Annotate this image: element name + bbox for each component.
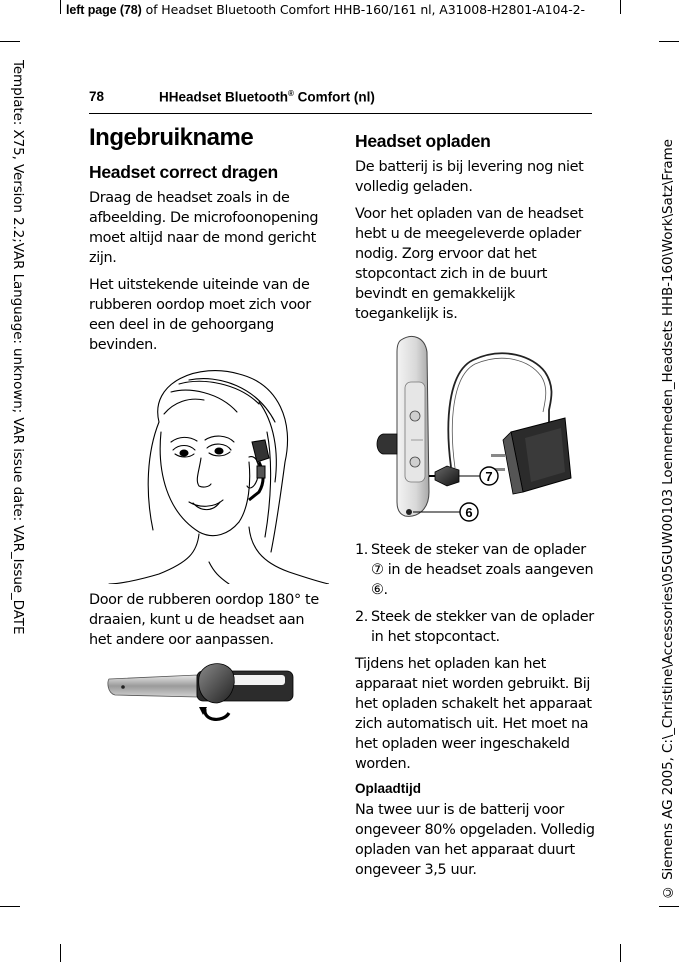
crop-mark bbox=[0, 41, 20, 42]
right-column bbox=[355, 131, 595, 887]
margin-left-template-info: Template: X75, Version 2.2;VAR Language: unknown; VAR issue date: VAR_Issue_DATE bbox=[10, 60, 26, 635]
paragraph: Door de rubberen oordop 180° te draaien, kunt u de headset aan het andere oor aanpassen. bbox=[89, 592, 319, 648]
paragraph: Draag de headset zoals in de afbeelding. De microfoonopening moet altijd naar de mond gericht zijn. bbox=[89, 190, 319, 266]
paragraph: De batterij is bij levering nog niet volledig geladen. bbox=[355, 159, 584, 195]
steps-list bbox=[355, 540, 595, 647]
crop-mark bbox=[60, 0, 61, 14]
running-head-bold: left page (78) bbox=[66, 3, 142, 17]
subsection-heading: Headset correct dragen bbox=[89, 162, 278, 182]
crop-mark bbox=[659, 906, 679, 907]
page-header bbox=[89, 87, 592, 114]
crop-mark bbox=[659, 41, 679, 42]
running-head-rest: of Headset Bluetooth Comfort HHB-160/161 nl, A31008-H2801-A104-2- bbox=[141, 2, 585, 17]
list-item: 1. Steek de steker van de oplader ⑦ in de headset zoals aangeven ⑥. bbox=[355, 542, 594, 598]
label-6: 6 bbox=[465, 505, 473, 520]
page-number: 78 bbox=[89, 89, 105, 104]
headset-rotate-illustration bbox=[107, 657, 317, 725]
margin-right-copyright: © Siemens AG 2005, C:\_Christine\Accessories\05GUW00103 Loennerheden_Headsets HHB-160\Work\Satz\Frame bbox=[660, 139, 676, 900]
crop-mark bbox=[620, 944, 621, 962]
list-item: 2. Steek de stekker van de oplader in het stopcontact. bbox=[355, 609, 594, 645]
headset-wearing-illustration bbox=[89, 362, 329, 584]
section-heading: Ingebruikname bbox=[89, 124, 254, 151]
label-7: 7 bbox=[485, 469, 493, 484]
crop-mark bbox=[0, 906, 20, 907]
subheading-charging-time: Oplaadtijd bbox=[355, 781, 422, 796]
crop-mark bbox=[60, 944, 61, 962]
running-head bbox=[66, 2, 676, 17]
paragraph: Na twee uur is de batterij voor ongeveer 80% opgeladen. Volledig opladen van het apparaat duurt ongeveer 3,5 uur. bbox=[355, 802, 595, 878]
left-column bbox=[89, 124, 329, 731]
section-heading-charging: Headset opladen bbox=[355, 131, 491, 151]
paragraph: Het uitstekende uiteinde van de rubberen oordop moet zich voor een deel in de gehoorgang bevinden. bbox=[89, 277, 311, 353]
page-header-title: HHeadset Bluetooth® Comfort (nl) bbox=[159, 89, 375, 105]
paragraph: Tijdens het opladen kan het apparaat niet worden gebruikt. Bij het opladen schakelt het apparaat zich automatisch uit. Het moet na het opladen weer ingeschakeld worden. bbox=[355, 656, 592, 772]
charger-illustration bbox=[373, 332, 573, 534]
paragraph: Voor het opladen van de headset hebt u de meegeleverde oplader nodig. Zorg ervoor dat het stopcontact zich in de buurt bevindt en gemakkelijk toegankelijk is. bbox=[355, 206, 584, 322]
